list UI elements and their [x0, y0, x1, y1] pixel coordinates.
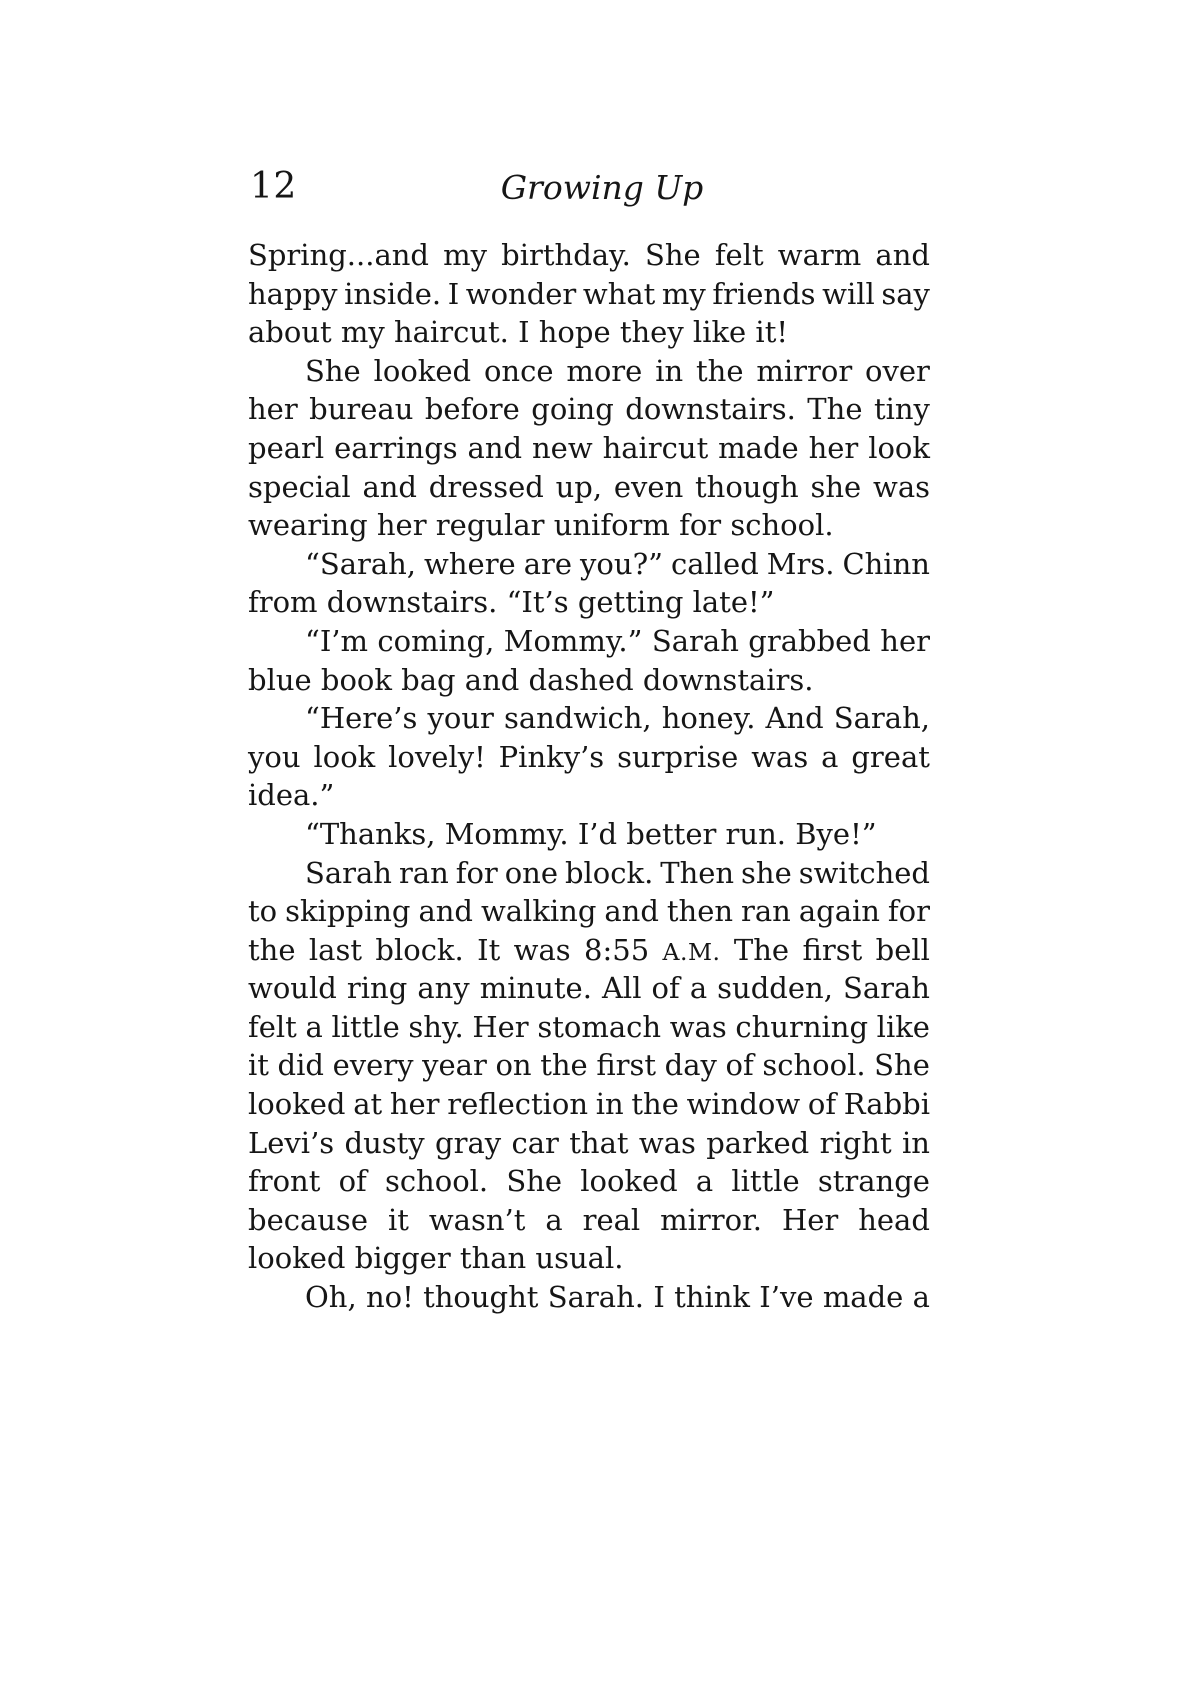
word: I	[653, 1280, 665, 1315]
word: Sarah	[842, 971, 930, 1006]
word: earrings	[334, 430, 458, 465]
word: last	[308, 932, 362, 967]
word: honey.	[661, 701, 756, 736]
word: inside.	[344, 276, 442, 311]
word: “Here’s	[305, 701, 418, 736]
word: Oh,	[305, 1280, 357, 1315]
text-line	[248, 969, 930, 1008]
word: the	[248, 932, 296, 967]
text-line	[248, 275, 930, 314]
word: She	[874, 1048, 930, 1083]
word: switched	[798, 855, 930, 890]
word: window	[686, 1087, 801, 1122]
word: birthday.	[501, 238, 631, 272]
word: once	[483, 353, 554, 388]
word: looked	[373, 353, 472, 388]
word: The	[733, 932, 790, 967]
word: “I’m	[305, 623, 368, 658]
word: was	[513, 932, 571, 967]
word: day	[664, 1048, 717, 1083]
word: I’ve	[759, 1280, 814, 1315]
word: look	[868, 430, 930, 465]
word: Her	[472, 1009, 529, 1044]
word: was	[873, 469, 930, 504]
word: will	[822, 276, 875, 311]
word: where	[424, 546, 516, 581]
word: little	[331, 1009, 400, 1044]
word: 8:55	[584, 932, 650, 967]
word: think	[674, 1280, 750, 1315]
word: you?”	[580, 546, 663, 581]
word: looked	[248, 1087, 346, 1122]
word: to	[248, 894, 278, 929]
word: for	[455, 855, 498, 890]
word: Levi’s	[248, 1125, 335, 1160]
word: The	[807, 392, 863, 427]
word: it	[248, 1048, 269, 1083]
word: your	[427, 701, 494, 736]
word: lovely!	[388, 739, 486, 774]
word: and	[604, 894, 659, 929]
word: Spring...and	[248, 238, 429, 272]
text-line	[248, 931, 930, 970]
text-line	[248, 892, 930, 931]
word: I	[447, 276, 460, 311]
word: ran	[398, 855, 449, 890]
text-line	[248, 468, 930, 507]
word: She	[305, 353, 361, 388]
text-line	[248, 429, 930, 468]
word: because	[248, 1202, 368, 1237]
word: great	[851, 739, 930, 774]
word: say	[881, 276, 930, 311]
word: no!	[365, 1280, 414, 1315]
word: her	[248, 392, 298, 427]
word: thought	[423, 1280, 539, 1315]
word: every	[332, 1048, 414, 1083]
word: look	[313, 739, 376, 774]
word: felt	[714, 238, 764, 272]
word: happy	[248, 276, 338, 311]
word: bureau	[309, 392, 414, 427]
word: she	[741, 855, 792, 890]
word: tiny	[873, 392, 930, 427]
word: surprise	[617, 739, 739, 774]
text-line	[248, 622, 930, 661]
text-line: looked bigger than usual.	[248, 1241, 624, 1276]
text-line: from downstairs. “It’s getting late!”	[248, 585, 775, 620]
word: any	[417, 971, 470, 1006]
word: her	[880, 623, 930, 658]
word: a	[912, 1280, 930, 1315]
word: real	[582, 1202, 641, 1237]
body-text	[248, 236, 930, 1317]
word: All	[601, 971, 642, 1006]
word: grabbed	[748, 623, 871, 658]
word: even	[613, 469, 684, 504]
word: year	[422, 1048, 487, 1083]
word: Pinky’s	[498, 739, 605, 774]
word: up,	[555, 469, 603, 504]
word: Mommy.”	[503, 623, 643, 658]
word: mirror	[756, 353, 853, 388]
word: was	[751, 739, 809, 774]
word: and	[362, 469, 417, 504]
word: looked	[580, 1164, 678, 1199]
word: a	[695, 1164, 714, 1199]
word: gray	[435, 1125, 502, 1160]
word: She	[506, 1164, 563, 1199]
smallcaps-text: A.M.	[662, 937, 721, 966]
word: before	[424, 392, 520, 427]
word: special	[248, 469, 351, 504]
word: wasn’t	[428, 1202, 526, 1237]
text-line	[248, 390, 930, 429]
word: first	[596, 1048, 657, 1083]
word: Chinn	[842, 546, 930, 581]
word: my	[661, 276, 706, 311]
word: the	[696, 353, 744, 388]
word: of	[338, 1164, 367, 1199]
word: school.	[384, 1164, 489, 1199]
word: skipping	[285, 894, 411, 929]
word: downstairs.	[625, 392, 796, 427]
word: walking	[480, 894, 597, 929]
word: warm	[777, 238, 862, 272]
word: strange	[817, 1164, 930, 1199]
word: did	[277, 1048, 324, 1083]
word: school.	[762, 1048, 866, 1083]
word: wonder	[465, 276, 577, 311]
word: like	[876, 1009, 930, 1044]
word: little	[731, 1164, 800, 1199]
word: And	[765, 701, 824, 736]
word: for	[887, 894, 930, 929]
word: churning	[735, 1009, 869, 1044]
text-line	[248, 1124, 930, 1163]
word: “Sarah,	[305, 546, 417, 581]
word: mirror.	[660, 1202, 762, 1237]
page-number: 12	[250, 166, 297, 207]
word: Mrs.	[766, 546, 835, 581]
word: in	[901, 1125, 930, 1160]
word: a	[689, 971, 708, 1006]
word: a	[305, 1009, 323, 1044]
word: you	[248, 739, 301, 774]
word: bell	[875, 932, 930, 967]
word: made	[718, 430, 799, 465]
text-line: about my haircut. I hope they like it!	[248, 315, 789, 350]
text-line	[248, 236, 930, 275]
word: the	[540, 1048, 588, 1083]
word: made	[822, 1280, 904, 1315]
word: Sarah	[651, 623, 739, 658]
word: one	[504, 855, 559, 890]
word: block.	[375, 932, 464, 967]
text-line	[248, 1201, 930, 1240]
word: coming,	[377, 623, 495, 658]
word: reflection	[447, 1087, 589, 1122]
text-line	[248, 1278, 930, 1317]
word: of	[651, 971, 680, 1006]
word: front	[248, 1164, 321, 1199]
word: what	[582, 276, 656, 311]
word: was	[638, 1125, 696, 1160]
word: and	[467, 430, 523, 465]
word: of	[725, 1048, 754, 1083]
word: at	[353, 1087, 383, 1122]
word: a	[821, 739, 839, 774]
word: Sarah.	[547, 1280, 644, 1315]
word: first	[802, 932, 863, 967]
text-line	[248, 1008, 930, 1047]
word: right	[819, 1125, 892, 1160]
word: friends	[712, 276, 816, 311]
word: block.	[564, 855, 654, 890]
word: of	[807, 1087, 837, 1122]
word: in	[655, 353, 684, 388]
word: her	[808, 430, 859, 465]
word: Her	[781, 1202, 839, 1237]
word: and	[418, 894, 473, 929]
word: head	[858, 1202, 930, 1237]
word: ring	[346, 971, 408, 1006]
word: haircut	[602, 430, 709, 465]
text-line	[248, 1046, 930, 1085]
word: shy.	[408, 1009, 464, 1044]
word: Sarah	[305, 855, 392, 890]
word: that	[569, 1125, 629, 1160]
word: minute.	[479, 971, 592, 1006]
word: dressed	[428, 469, 544, 504]
word: pearl	[248, 430, 325, 465]
word: felt	[248, 1009, 297, 1044]
word: again	[798, 894, 880, 929]
word: in	[595, 1087, 624, 1122]
text-line: blue book bag and dashed downstairs.	[248, 662, 814, 697]
word: stomach	[537, 1009, 662, 1044]
text-line: idea.”	[248, 778, 335, 813]
text-line	[248, 854, 930, 893]
word: a	[545, 1202, 563, 1237]
word: She	[644, 238, 701, 272]
word: It	[477, 932, 501, 967]
word: car	[511, 1125, 559, 1160]
text-line	[248, 1085, 930, 1124]
word: Then	[660, 855, 735, 890]
word: my	[443, 238, 488, 272]
word: more	[566, 353, 643, 388]
text-line	[248, 1162, 930, 1201]
text-line	[248, 738, 930, 777]
word: Sarah,	[833, 701, 930, 736]
word: was	[669, 1009, 727, 1044]
text-line: wearing her regular uniform for school.	[248, 508, 834, 543]
word: though	[695, 469, 799, 504]
word: sudden,	[717, 971, 833, 1006]
word: called	[670, 546, 759, 581]
word: her	[389, 1087, 440, 1122]
word: would	[248, 971, 337, 1006]
word: on	[495, 1048, 532, 1083]
word: dusty	[344, 1125, 425, 1160]
word: going	[531, 392, 614, 427]
word: and	[875, 238, 930, 272]
word: the	[631, 1087, 679, 1122]
word: sandwich,	[503, 701, 652, 736]
text-line	[248, 545, 930, 584]
word: Rabbi	[843, 1087, 930, 1122]
text-line	[248, 699, 930, 738]
running-title: Growing Up	[500, 168, 704, 207]
text-line	[248, 352, 930, 391]
word: over	[865, 353, 930, 388]
word: parked	[706, 1125, 810, 1160]
word: it	[387, 1202, 409, 1237]
word: new	[531, 430, 593, 465]
text-line: “Thanks, Mommy. I’d better run. Bye!”	[305, 816, 877, 851]
word: she	[810, 469, 862, 504]
word: ran	[741, 894, 791, 929]
word: are	[523, 546, 573, 581]
word: then	[666, 894, 734, 929]
